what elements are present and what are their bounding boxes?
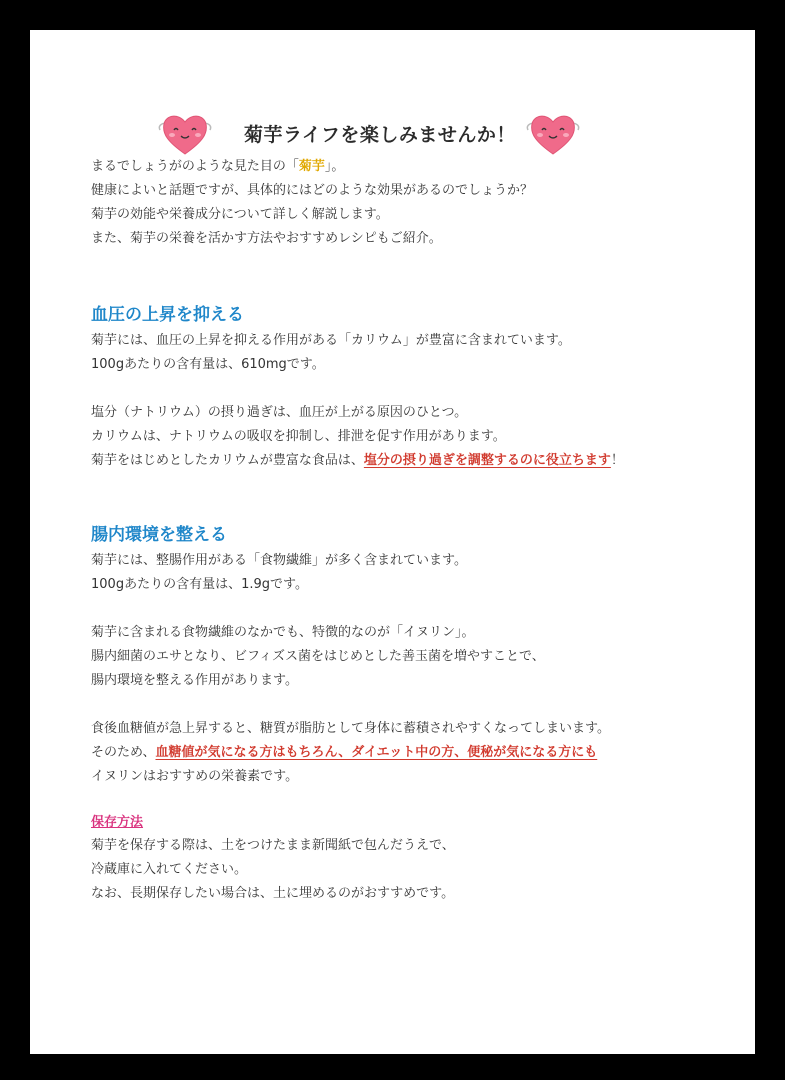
text: 」。 — [324, 159, 345, 174]
intro-line: また、菊芋の栄養を活かす方法やおすすめレシピもご紹介。 — [91, 231, 442, 246]
document-page — [30, 30, 755, 1054]
body-line: 100gあたりの含有量は、1.9gです。 — [91, 577, 308, 592]
heart-mascot-icon — [156, 110, 214, 156]
storage-heading: 保存方法 — [91, 815, 144, 830]
intro-line: 菊芋の効能や栄養成分について詳しく解説します。 — [91, 207, 389, 222]
body-line: 腸内細菌のエサとなり、ビフィズス菌をはじめとした善玉菌を増やすことで、 — [91, 649, 545, 664]
section-storage — [91, 812, 731, 906]
text: 菊芋をはじめとしたカリウムが豊富な食品は、 — [91, 453, 364, 468]
title-row — [30, 110, 755, 160]
body-line: 腸内環境を整える作用があります。 — [91, 673, 298, 688]
highlight-blood-sugar: 血糖値が気になる方はもちろん、ダイエット中の方、便秘が気になる方にも — [155, 745, 598, 760]
spacer — [91, 377, 731, 401]
highlight-kikuimo: 菊芋 — [298, 159, 325, 174]
section-intestinal — [91, 521, 731, 789]
body-line: 菊芋には、血圧の上昇を抑える作用がある「カリウム」が豊富に含まれています。 — [91, 333, 571, 348]
intro-line: 健康によいと話題ですが、具体的にはどのような効果があるのでしょうか？ — [91, 183, 534, 198]
body-line: なお、長期保存したい場合は、土に埋めるのがおすすめです。 — [91, 886, 455, 901]
spacer — [91, 597, 731, 621]
intro-paragraph — [91, 155, 731, 251]
body-line: イヌリンはおすすめの栄養素です。 — [91, 769, 299, 784]
spacer — [91, 693, 731, 717]
body-line: 100gあたりの含有量は、610mgです。 — [91, 357, 325, 372]
body-line: 菊芋には、整腸作用がある「食物繊維」が多く含まれています。 — [91, 553, 467, 568]
intro-line — [91, 155, 731, 179]
text: そのため、 — [91, 745, 156, 760]
body-line: 食後血糖値が急上昇すると、糖質が脂肪として身体に蓄積されやすくなってしまいます。 — [91, 721, 610, 736]
section-heading: 腸内環境を整える — [91, 525, 227, 545]
highlight-salt: 塩分の摂り過ぎを調整するのに役立ちます — [363, 453, 611, 468]
heart-mascot-icon — [524, 110, 582, 156]
text: まるでしょうがのような見た目の「 — [91, 159, 299, 174]
body-line: 菊芋を保存する際は、土をつけたまま新聞紙で包んだうえで、 — [91, 838, 455, 853]
section-heading: 血圧の上昇を抑える — [91, 305, 244, 325]
body-line: 塩分（ナトリウム）の摂り過ぎは、血圧が上がる原因のひとつ。 — [91, 405, 468, 420]
body-line — [91, 449, 731, 473]
body-line: 冷蔵庫に入れてください。 — [91, 862, 248, 877]
section-blood-pressure — [91, 301, 731, 473]
text: ！ — [610, 453, 624, 468]
page-title: 菊芋ライフを楽しみませんか！ — [244, 124, 516, 146]
body-line: カリウムは、ナトリウムの吸収を抑制し、排泄を促す作用があります。 — [91, 429, 506, 444]
body-line: 菊芋に含まれる食物繊維のなかでも、特徴的なのが「イヌリン」。 — [91, 625, 475, 640]
body-line — [91, 741, 731, 765]
